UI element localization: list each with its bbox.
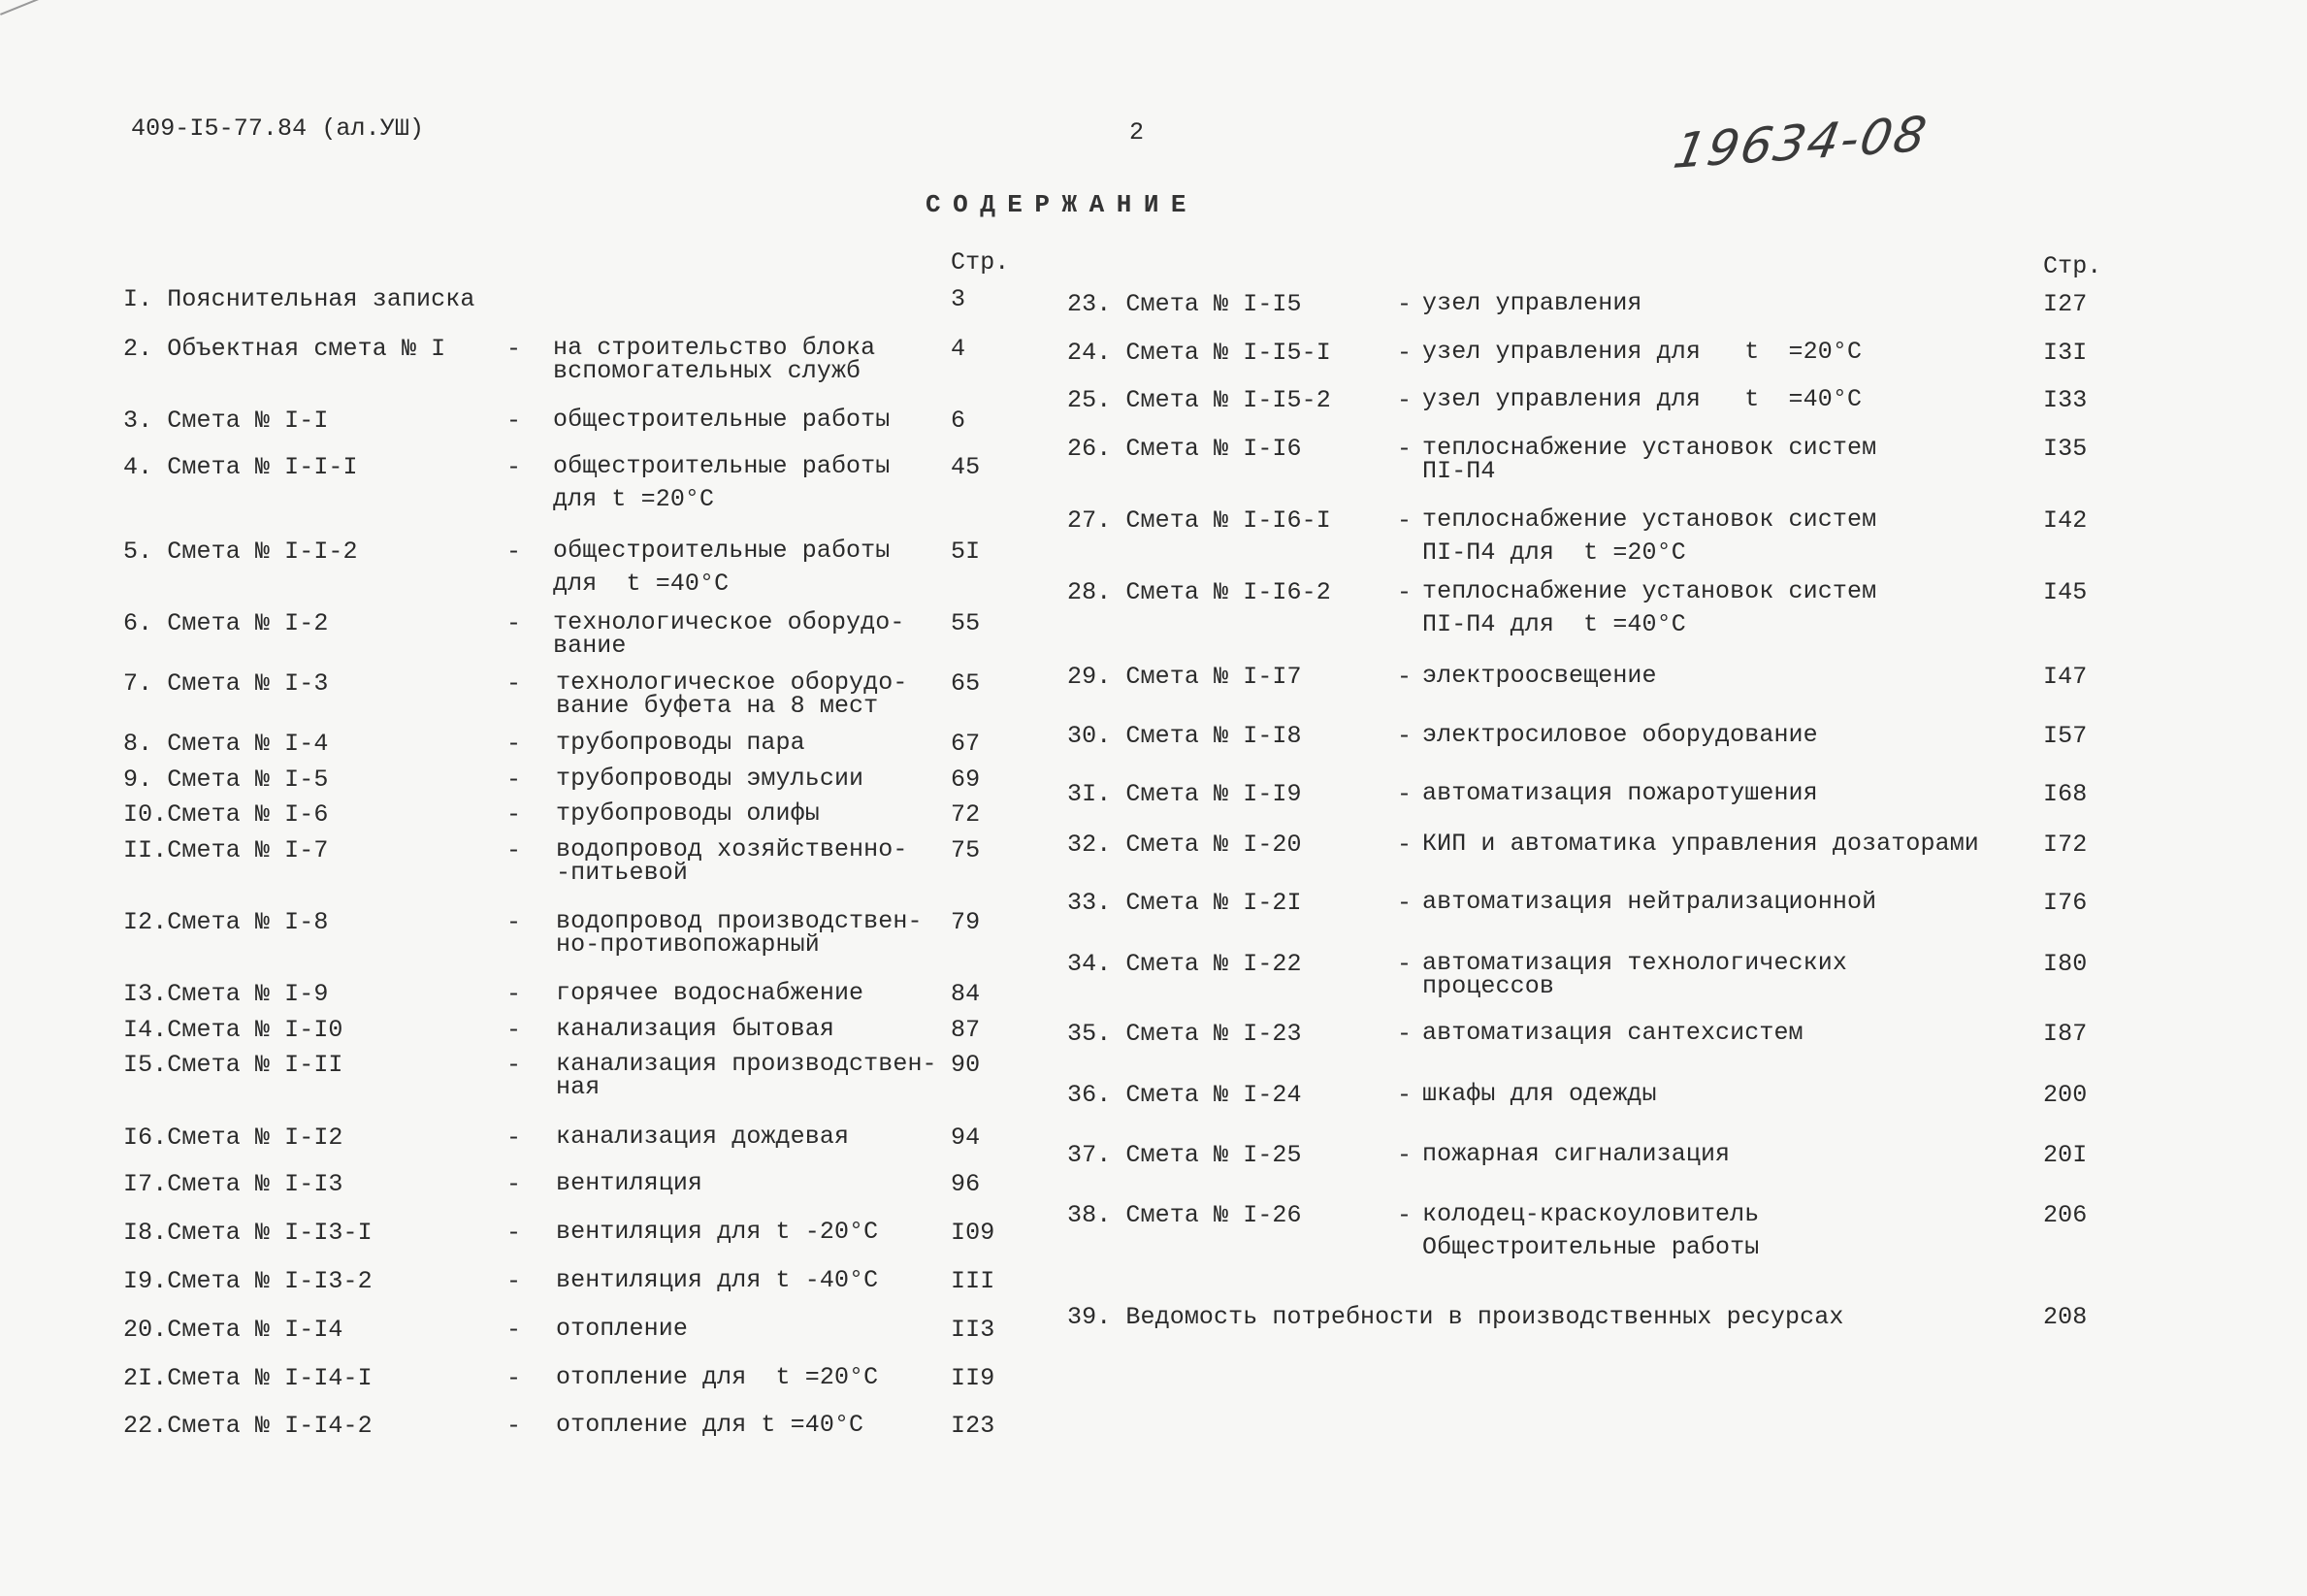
document-code: 409-I5-77.84 (ал.УШ) xyxy=(131,114,425,143)
entry-label: 30. Смета № I-I8 xyxy=(1067,722,1302,750)
entry-description: трубопроводы эмульсии xyxy=(556,765,864,793)
entry-dash: - xyxy=(506,765,522,794)
entry-description: для t =20°C xyxy=(553,485,715,513)
entry-page: I42 xyxy=(2043,506,2088,535)
entry-dash: - xyxy=(1397,1081,1413,1109)
entry-description: вентиляция для t -40°C xyxy=(556,1266,879,1294)
entry-page: 55 xyxy=(951,609,981,637)
entry-dash: - xyxy=(506,730,522,758)
entry-label: 32. Смета № I-20 xyxy=(1067,831,1302,859)
entry-page: 96 xyxy=(951,1170,981,1198)
entry-description: КИП и автоматика управления дозаторами xyxy=(1422,830,1979,858)
entry-page: I33 xyxy=(2043,386,2088,414)
entry-dash: - xyxy=(1397,780,1413,808)
entry-page: 20I xyxy=(2043,1141,2088,1169)
entry-description: но-противопожарный xyxy=(556,930,820,959)
entry-description: горячее водоснабжение xyxy=(556,979,864,1007)
entry-description: водопровод производствен- xyxy=(556,907,923,935)
entry-label: I3.Смета № I-9 xyxy=(123,980,329,1008)
entry-page: 90 xyxy=(951,1051,981,1079)
entry-label: 3. Смета № I-I xyxy=(123,407,329,435)
entry-description: трубопроводы олифы xyxy=(556,799,820,828)
entry-dash: - xyxy=(1397,435,1413,463)
entry-dash: - xyxy=(506,1316,522,1344)
entry-dash: - xyxy=(506,453,522,481)
entry-description: Общестроительные работы xyxy=(1422,1233,1760,1261)
entry-description: на строительство блока xyxy=(553,334,876,362)
entry-dash: - xyxy=(506,800,522,829)
entry-label: 4. Смета № I-I-I xyxy=(123,453,358,481)
entry-dash: - xyxy=(506,1219,522,1247)
entry-dash: - xyxy=(1397,1141,1413,1169)
entry-dash: - xyxy=(1397,1020,1413,1048)
entry-label: 6. Смета № I-2 xyxy=(123,609,329,637)
entry-dash: - xyxy=(1397,831,1413,859)
entry-description: канализация бытовая xyxy=(556,1015,834,1043)
entry-page: I45 xyxy=(2043,578,2088,606)
page-column-label-right: Стр. xyxy=(2043,252,2102,280)
entry-description: канализация производствен- xyxy=(556,1050,937,1078)
entry-page: 6 xyxy=(951,407,966,435)
entry-dash: - xyxy=(1397,578,1413,606)
entry-dash: - xyxy=(506,1412,522,1440)
entry-dash: - xyxy=(1397,339,1413,367)
entry-page: 5I xyxy=(951,537,981,566)
entry-description: технологическое оборудо- xyxy=(553,608,905,636)
entry-description: общестроительные работы xyxy=(553,537,891,565)
entry-label: I6.Смета № I-I2 xyxy=(123,1124,343,1152)
entry-description: общестроительные работы xyxy=(553,452,891,480)
entry-description: автоматизация технологических xyxy=(1422,949,1847,977)
entry-page: I72 xyxy=(2043,831,2088,859)
entry-dash: - xyxy=(506,407,522,435)
entry-dash: - xyxy=(506,1170,522,1198)
entry-description: автоматизация сантехсистем xyxy=(1422,1019,1803,1047)
entry-dash: - xyxy=(506,1051,522,1079)
entry-description: отопление для t =40°C xyxy=(556,1411,864,1439)
entry-description: автоматизация нейтрализационной xyxy=(1422,888,1877,916)
entry-description: шкафы для одежды xyxy=(1422,1080,1657,1108)
entry-dash: - xyxy=(506,1267,522,1295)
entry-page: 87 xyxy=(951,1016,981,1044)
entry-label: 29. Смета № I-I7 xyxy=(1067,663,1302,691)
entry-page: 72 xyxy=(951,800,981,829)
entry-label: 39. Ведомость потребности в производственных ресурсах xyxy=(1067,1303,1844,1331)
entry-label: I0.Смета № I-6 xyxy=(123,800,329,829)
entry-label: 38. Смета № I-26 xyxy=(1067,1201,1302,1229)
entry-description: ПI-П4 для t =20°C xyxy=(1422,538,1686,567)
entry-label: 23. Смета № I-I5 xyxy=(1067,290,1302,318)
entry-dash: - xyxy=(506,908,522,936)
entry-description: -питьевой xyxy=(556,859,688,887)
entry-description: теплоснабжение установок систем xyxy=(1422,434,1877,462)
entry-label: I7.Смета № I-I3 xyxy=(123,1170,343,1198)
entry-description: теплоснабжение установок систем xyxy=(1422,505,1877,534)
entry-dash: - xyxy=(1397,506,1413,535)
entry-description: колодец-краскоуловитель xyxy=(1422,1200,1760,1228)
entry-label: 2I.Смета № I-I4-I xyxy=(123,1364,373,1392)
entry-page: 94 xyxy=(951,1124,981,1152)
entry-description: технологическое оборудо- xyxy=(556,668,908,697)
entry-page: 3 xyxy=(951,285,966,313)
entry-dash: - xyxy=(506,335,522,363)
entry-label: I5.Смета № I-II xyxy=(123,1051,343,1079)
entry-page: 4 xyxy=(951,335,966,363)
entry-description: электроосвещение xyxy=(1422,662,1657,690)
entry-description: водопровод хозяйственно- xyxy=(556,835,908,863)
entry-page: I27 xyxy=(2043,290,2088,318)
entry-dash: - xyxy=(1397,722,1413,750)
entry-dash: - xyxy=(1397,889,1413,917)
entry-page: 67 xyxy=(951,730,981,758)
entry-label: 8. Смета № I-4 xyxy=(123,730,329,758)
page-number: 2 xyxy=(1129,118,1145,147)
entry-description: вание буфета на 8 мест xyxy=(556,692,879,720)
entry-label: I8.Смета № I-I3-I xyxy=(123,1219,373,1247)
entry-dash: - xyxy=(1397,950,1413,978)
entry-description: отопление xyxy=(556,1315,688,1343)
handwritten-number: 19634-08 xyxy=(1669,106,1933,179)
entry-label: I. Пояснительная записка xyxy=(123,285,475,313)
entry-page: 69 xyxy=(951,765,981,794)
entry-label: 35. Смета № I-23 xyxy=(1067,1020,1302,1048)
entry-label: 28. Смета № I-I6-2 xyxy=(1067,578,1331,606)
entry-dash: - xyxy=(506,609,522,637)
entry-page: II3 xyxy=(951,1316,995,1344)
entry-description: узел управления для t =20°C xyxy=(1422,338,1863,366)
entry-label: I9.Смета № I-I3-2 xyxy=(123,1267,373,1295)
scan-corner-mark xyxy=(0,0,44,16)
entry-description: теплоснабжение установок систем xyxy=(1422,577,1877,605)
entry-description: отопление для t =20°C xyxy=(556,1363,879,1391)
entry-description: автоматизация пожаротушения xyxy=(1422,779,1818,807)
entry-page: I47 xyxy=(2043,663,2088,691)
entry-page: I68 xyxy=(2043,780,2088,808)
entry-page: I87 xyxy=(2043,1020,2088,1048)
entry-description: ная xyxy=(556,1073,601,1101)
entry-page: I57 xyxy=(2043,722,2088,750)
entry-label: 24. Смета № I-I5-I xyxy=(1067,339,1331,367)
entry-description: канализация дождевая xyxy=(556,1123,850,1151)
entry-dash: - xyxy=(1397,663,1413,691)
page-column-label-left: Стр. xyxy=(951,248,1010,277)
entry-label: 9. Смета № I-5 xyxy=(123,765,329,794)
entry-description: вентиляция для t -20°C xyxy=(556,1218,879,1246)
page-title: СОДЕРЖАНИЕ xyxy=(926,190,1199,219)
entry-page: 84 xyxy=(951,980,981,1008)
entry-page: 208 xyxy=(2043,1303,2088,1331)
entry-page: 200 xyxy=(2043,1081,2088,1109)
entry-description: узел управления для t =40°C xyxy=(1422,385,1863,413)
entry-page: 206 xyxy=(2043,1201,2088,1229)
entry-description: трубопроводы пара xyxy=(556,729,805,757)
entry-label: 22.Смета № I-I4-2 xyxy=(123,1412,373,1440)
entry-page: 45 xyxy=(951,453,981,481)
entry-page: I76 xyxy=(2043,889,2088,917)
entry-dash: - xyxy=(506,1364,522,1392)
entry-description: вспомогательных служб xyxy=(553,357,861,385)
entry-description: для t =40°C xyxy=(553,570,730,598)
entry-description: пожарная сигнализация xyxy=(1422,1140,1731,1168)
entry-label: 26. Смета № I-I6 xyxy=(1067,435,1302,463)
entry-page: 65 xyxy=(951,669,981,698)
entry-page: I80 xyxy=(2043,950,2088,978)
entry-page: II9 xyxy=(951,1364,995,1392)
entry-label: 37. Смета № I-25 xyxy=(1067,1141,1302,1169)
entry-label: 2. Объектная смета № I xyxy=(123,335,446,363)
entry-label: 25. Смета № I-I5-2 xyxy=(1067,386,1331,414)
entry-label: 36. Смета № I-24 xyxy=(1067,1081,1302,1109)
entry-description: вание xyxy=(553,632,627,660)
entry-dash: - xyxy=(506,1016,522,1044)
entry-page: I35 xyxy=(2043,435,2088,463)
entry-label: I4.Смета № I-I0 xyxy=(123,1016,343,1044)
entry-dash: - xyxy=(1397,386,1413,414)
entry-dash: - xyxy=(506,980,522,1008)
entry-page: 79 xyxy=(951,908,981,936)
entry-label: 5. Смета № I-I-2 xyxy=(123,537,358,566)
entry-page: 75 xyxy=(951,836,981,864)
entry-page: I09 xyxy=(951,1219,995,1247)
entry-description: ПI-П4 xyxy=(1422,457,1496,485)
entry-description: вентиляция xyxy=(556,1169,703,1197)
entry-dash: - xyxy=(506,836,522,864)
entry-label: II.Смета № I-7 xyxy=(123,836,329,864)
entry-dash: - xyxy=(1397,290,1413,318)
entry-page: I23 xyxy=(951,1412,995,1440)
entry-page: III xyxy=(951,1267,995,1295)
entry-dash: - xyxy=(506,669,522,698)
entry-label: 34. Смета № I-22 xyxy=(1067,950,1302,978)
entry-description: ПI-П4 для t =40°C xyxy=(1422,610,1686,638)
entry-label: I2.Смета № I-8 xyxy=(123,908,329,936)
entry-label: 7. Смета № I-3 xyxy=(123,669,329,698)
entry-dash: - xyxy=(506,1124,522,1152)
entry-label: 3I. Смета № I-I9 xyxy=(1067,780,1302,808)
entry-label: 20.Смета № I-I4 xyxy=(123,1316,343,1344)
entry-label: 27. Смета № I-I6-I xyxy=(1067,506,1331,535)
entry-description: процессов xyxy=(1422,972,1554,1000)
entry-description: общестроительные работы xyxy=(553,406,891,434)
entry-label: 33. Смета № I-2I xyxy=(1067,889,1302,917)
entry-description: узел управления xyxy=(1422,289,1642,317)
entry-dash: - xyxy=(1397,1201,1413,1229)
entry-description: электросиловое оборудование xyxy=(1422,721,1818,749)
entry-page: I3I xyxy=(2043,339,2088,367)
entry-dash: - xyxy=(506,537,522,566)
